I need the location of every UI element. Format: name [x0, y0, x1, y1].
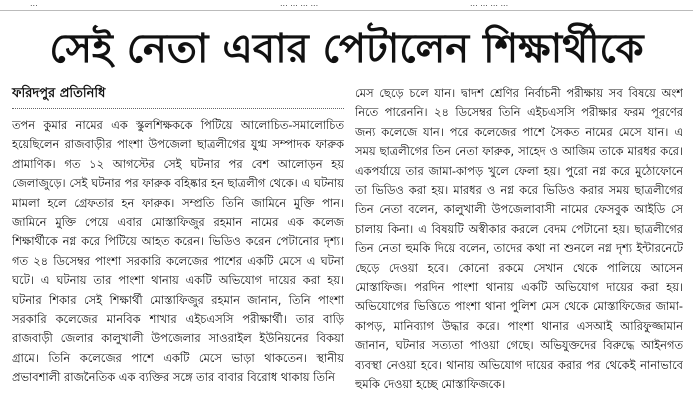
strip-fragment-right: ... ... ... ...	[470, 0, 509, 8]
article-headline: সেই নেতা এবার পেটালেন শিক্ষার্থীকে	[49, 25, 644, 72]
article-column-left	[12, 116, 344, 418]
column-left-text: তপন কুমার নামের এক স্কুলশিক্ষককে পিটিয়ে আলোচিত-সমালোচিত হয়েছিলেন রাজবাড়ীর পাংশা উপজেলা ছাত্রলীগের যুগ্ম সম্পাদক ফারুক প্রামাণিক। গত ১২ আগস্টের সেই ঘটনার পর বেশ আলোড়ন হয় জেলাজুড়ে। সেই ঘটনার পর ফারুক বহিষ্কার হন ছাত্রলীগ থেকে। এ ঘটনায় মামলা হলে গ্রেফতার হন ফারুক। সম্প্রতি তিনি জামিনে মুক্তি পান। জামিনে মুক্তি পেয়ে এবার মোস্তাফিজুর রহমান নামের এক কলেজ শিক্ষার্থীকে নগ্ন করে পিটিয়ে আহত করেন। ভিডিও করেন পেটানোর দৃশ্য। গত ২৪ ডিসেম্বর পাংশা সরকারি কলেজের পাশের একটি মেসে এ ঘটনা ঘটে। এ ঘটনায় তার পাংশা থানায় একটি অভিযোগ দায়ের করা হয়। ঘটনার শিকার সেই শিক্ষার্থী মোস্তাফিজুর রহমান জানান, তিনি পাংশা সরকারি কলেজের মানবিক শাখার এইচএসসি পরীক্ষার্থী। তার বাড়ি রাজবাড়ী জেলার কালুখালী উপজেলার সাওরাইল ইউনিয়নের বিকয়া গ্রামে। তিনি কলেজের পাশে একটি মেসে ভাড়া থাকতেন। স্থানীয় প্রভাবশালী রাজনৈতিক এক ব্যক্তির সঙ্গে তার বাবার বিরোধ থাকায় তিনি	[12, 118, 344, 385]
previous-article-strip	[0, 0, 693, 11]
strip-fragment-left: ...	[30, 0, 38, 8]
strip-fragment-middle: ... ... ... ...	[280, 0, 319, 8]
column-right-text: মেস ছেড়ে চলে যান। দ্বাদশ শ্রেণির নির্বাচনী পরীক্ষায় সব বিষয়ে অংশ নিতে পারেননি। ২৪ ডিসেম্বর তিনি এইচএসসি পরীক্ষার ফরম পূরণের জন্য কলেজে যান। পরে কলেজের পাশে সৈকত নামের মেসে যান। এ সময় ছাত্রলীগের তিন নেতা ফারুক, সাহেদ ও আজিম তাকে মারধর করে। একপর্যায়ে তার জামা-কাপড় খুলে ফেলা হয়। পুরো নগ্ন করে মুঠোফোনে তা ভিডিও করা হয়। মারধর ও নগ্ন করে ভিডিও করার সময় ছাত্রলীগের তিন নেতা বলেন, কালুখালী উপজেলাবাসী নামের ফেসবুক আইডি সে চালায় কিনা। এ বিষয়টি অস্বীকার করলে বেদম পেটানো হয়। ছাত্রলীগের তিন নেতা হুমকি দিয়ে বলেন, তাদের কথা না শুনলে নগ্ন দৃশ্য ইন্টারনেটে ছেড়ে দেওয়া হবে। কোনো রকমে সেখান থেকে পালিয়ে আসেন মোস্তাফিজ। পরদিন পাংশা থানায় একটি অভিযোগ দায়ের করা হয়। অভিযোগের ভিত্তিতে পাংশা থানা পুলিশ মেস থেকে মোস্তাফিজের জামা-কাপড়, মানিব্যাগ উদ্ধার করে। পাংশা থানার এসআই আরিফুজ্জামান জানান, ঘটনার সত্যতা পাওয়া গেছে। অভিযুক্তদের বিরুদ্ধে আইনগত ব্যবস্থা নেওয়া হবে। থানায় অভিযোগ দায়ের করার পর থেকেই নানাভাবে হুমকি দেওয়া হচ্ছে মোস্তাফিজকে।	[355, 86, 683, 392]
article-column-right	[355, 84, 683, 418]
article-byline: ফরিদপুর প্রতিনিধি	[12, 86, 106, 101]
byline-divider	[12, 108, 344, 109]
